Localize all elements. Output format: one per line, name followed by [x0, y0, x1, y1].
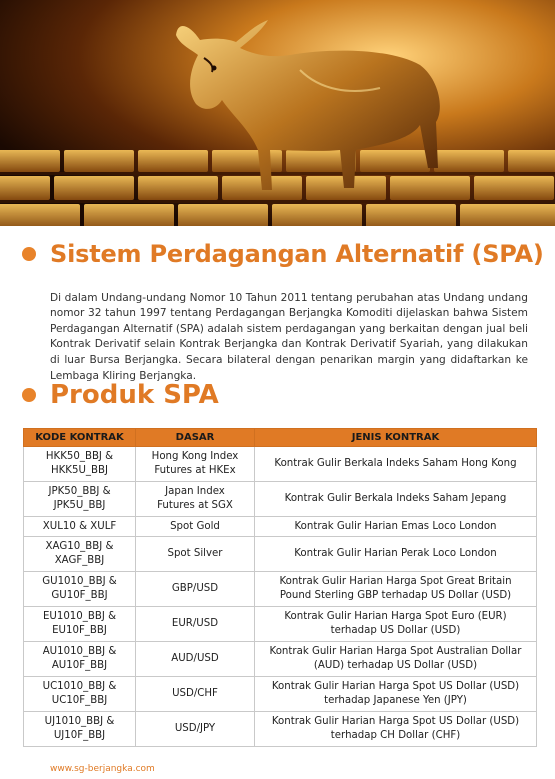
cell-line: EUR/USD [171, 618, 219, 629]
cell-line: XAG10_BBJ & [45, 541, 114, 552]
jenis-cell [255, 447, 537, 482]
jenis-cell [255, 482, 537, 517]
table-row [24, 482, 537, 517]
cell-line: HKK5U_BBJ [50, 465, 109, 476]
cell-line: UJ1010_BBJ & [44, 716, 115, 727]
cell-line: Kontrak Gulir Harian Harga Spot US Dollar (USD) [271, 681, 520, 692]
bull-gold-illustration [0, 0, 555, 226]
cell-line: Kontrak Gulir Berkala Indeks Saham Jepang [284, 493, 507, 504]
cell-line: Spot Silver [167, 548, 223, 559]
cell-line: EU1010_BBJ & [42, 611, 117, 622]
table-header-row [24, 429, 537, 447]
cell-line: GU1010_BBJ & [42, 576, 117, 587]
cell-line: HKK50_BBJ & [45, 451, 114, 462]
dasar-cell [136, 677, 255, 712]
cell-line: USD/JPY [174, 723, 216, 734]
cell-line: Kontrak Gulir Harian Harga Spot Great Britain [279, 576, 512, 587]
bullet-dot-icon [22, 388, 36, 402]
cell-line: Kontrak Gulir Harian Emas Loco London [294, 520, 497, 532]
cell-line: GBP/USD [171, 583, 219, 594]
jenis-cell [255, 537, 537, 572]
kode-cell [24, 677, 136, 712]
kode-cell [24, 712, 136, 747]
cell-line: terhadap Japanese Yen (JPY) [324, 695, 467, 706]
cell-line: USD/CHF [172, 688, 218, 699]
dasar-cell [136, 447, 255, 482]
table-row [24, 517, 537, 537]
kode-cell [24, 482, 136, 517]
jenis-cell [255, 517, 537, 537]
spa-section-heading [22, 240, 544, 268]
cell-line: Pound Sterling GBP terhadap US Dollar (USD) [279, 590, 512, 601]
jenis-cell [255, 572, 537, 607]
table-row [24, 642, 537, 677]
dasar-cell [136, 482, 255, 517]
cell-line: AU1010_BBJ & [42, 646, 117, 657]
kode-cell [24, 642, 136, 677]
cell-line: UJ10F_BBJ [53, 730, 106, 741]
kode-cell [24, 572, 136, 607]
dasar-cell [136, 712, 255, 747]
product-table-body [24, 447, 537, 747]
kode-cell [24, 447, 136, 482]
dasar-cell [136, 537, 255, 572]
header-jenis-kontrak: JENIS KONTRAK [255, 429, 537, 447]
footer-website: www.sg-berjangka.com [50, 764, 155, 774]
cell-line: Kontrak Gulir Harian Harga Spot Euro (EUR) [284, 611, 507, 622]
cell-line: GU10F_BBJ [51, 590, 108, 601]
cell-line: terhadap CH Dollar (CHF) [330, 730, 461, 741]
cell-line: Kontrak Gulir Harian Harga Spot US Dollar (USD) [271, 716, 520, 727]
cell-line: AU10F_BBJ [51, 660, 108, 671]
cell-line: (AUD) terhadap US Dollar (USD) [313, 660, 478, 671]
cell-line: JPK50_BBJ & [48, 486, 111, 497]
table-row [24, 677, 537, 712]
cell-line: EU10F_BBJ [52, 625, 107, 636]
header-kode-kontrak: KODE KONTRAK [24, 429, 136, 447]
cell-line: XAGF_BBJ [54, 555, 105, 566]
hero-bull-image [0, 0, 555, 226]
kode-cell [24, 607, 136, 642]
cell-line: Spot Gold [170, 520, 220, 532]
dasar-cell [136, 572, 255, 607]
cell-line: UC1010_BBJ & [42, 681, 117, 692]
cell-line: Hong Kong Index [151, 451, 239, 462]
produk-section-heading [22, 380, 219, 410]
dasar-cell [136, 517, 255, 537]
cell-line: Japan Index [165, 486, 225, 497]
jenis-cell [255, 677, 537, 712]
jenis-cell [255, 642, 537, 677]
cell-line: JPK5U_BBJ [53, 500, 106, 511]
table-row [24, 447, 537, 482]
cell-line: Kontrak Gulir Harian Harga Spot Australian Dollar [269, 646, 522, 657]
header-dasar: DASAR [136, 429, 255, 447]
kode-cell [24, 537, 136, 572]
cell-line: terhadap US Dollar (USD) [330, 625, 461, 636]
jenis-cell [255, 712, 537, 747]
spa-description: Di dalam Undang-undang Nomor 10 Tahun 2011 tentang perubahan atas Undang undang nomor 32 tahun 1997 tentang Perdagangan Berjangka Komoditi dijelaskan bahwa Sistem Perdagangan Alternatif (SPA) adalah sistem perdagangan yang berkaitan dengan jual beli Kontrak Derivatif selain Kontrak Berjangka dan Kontrak Derivatif Syariah, yang dilakukan di luar Bursa Berjangka. Secara bilateral dengan penarikan margin yang didaftarkan ke Lembaga Kliring Berjangka. [50, 291, 528, 382]
dasar-cell [136, 607, 255, 642]
spa-title: Sistem Perdagangan Alternatif (SPA) [50, 240, 544, 268]
cell-line: Futures at HKEx [154, 465, 236, 476]
cell-line: UC10F_BBJ [51, 695, 108, 706]
cell-line: Futures at SGX [157, 500, 233, 511]
cell-line: Kontrak Gulir Harian Perak Loco London [294, 548, 497, 559]
table-row [24, 572, 537, 607]
produk-title: Produk SPA [50, 380, 219, 410]
table-row [24, 607, 537, 642]
kode-cell [24, 517, 136, 537]
dasar-cell [136, 642, 255, 677]
jenis-cell [255, 607, 537, 642]
cell-line: AUD/USD [171, 653, 219, 664]
product-table [23, 428, 537, 747]
table-row [24, 537, 537, 572]
cell-line: Kontrak Gulir Berkala Indeks Saham Hong Kong [274, 458, 517, 469]
cell-line: XUL10 & XULF [42, 520, 117, 532]
bullet-dot-icon [22, 247, 36, 261]
table-row [24, 712, 537, 747]
